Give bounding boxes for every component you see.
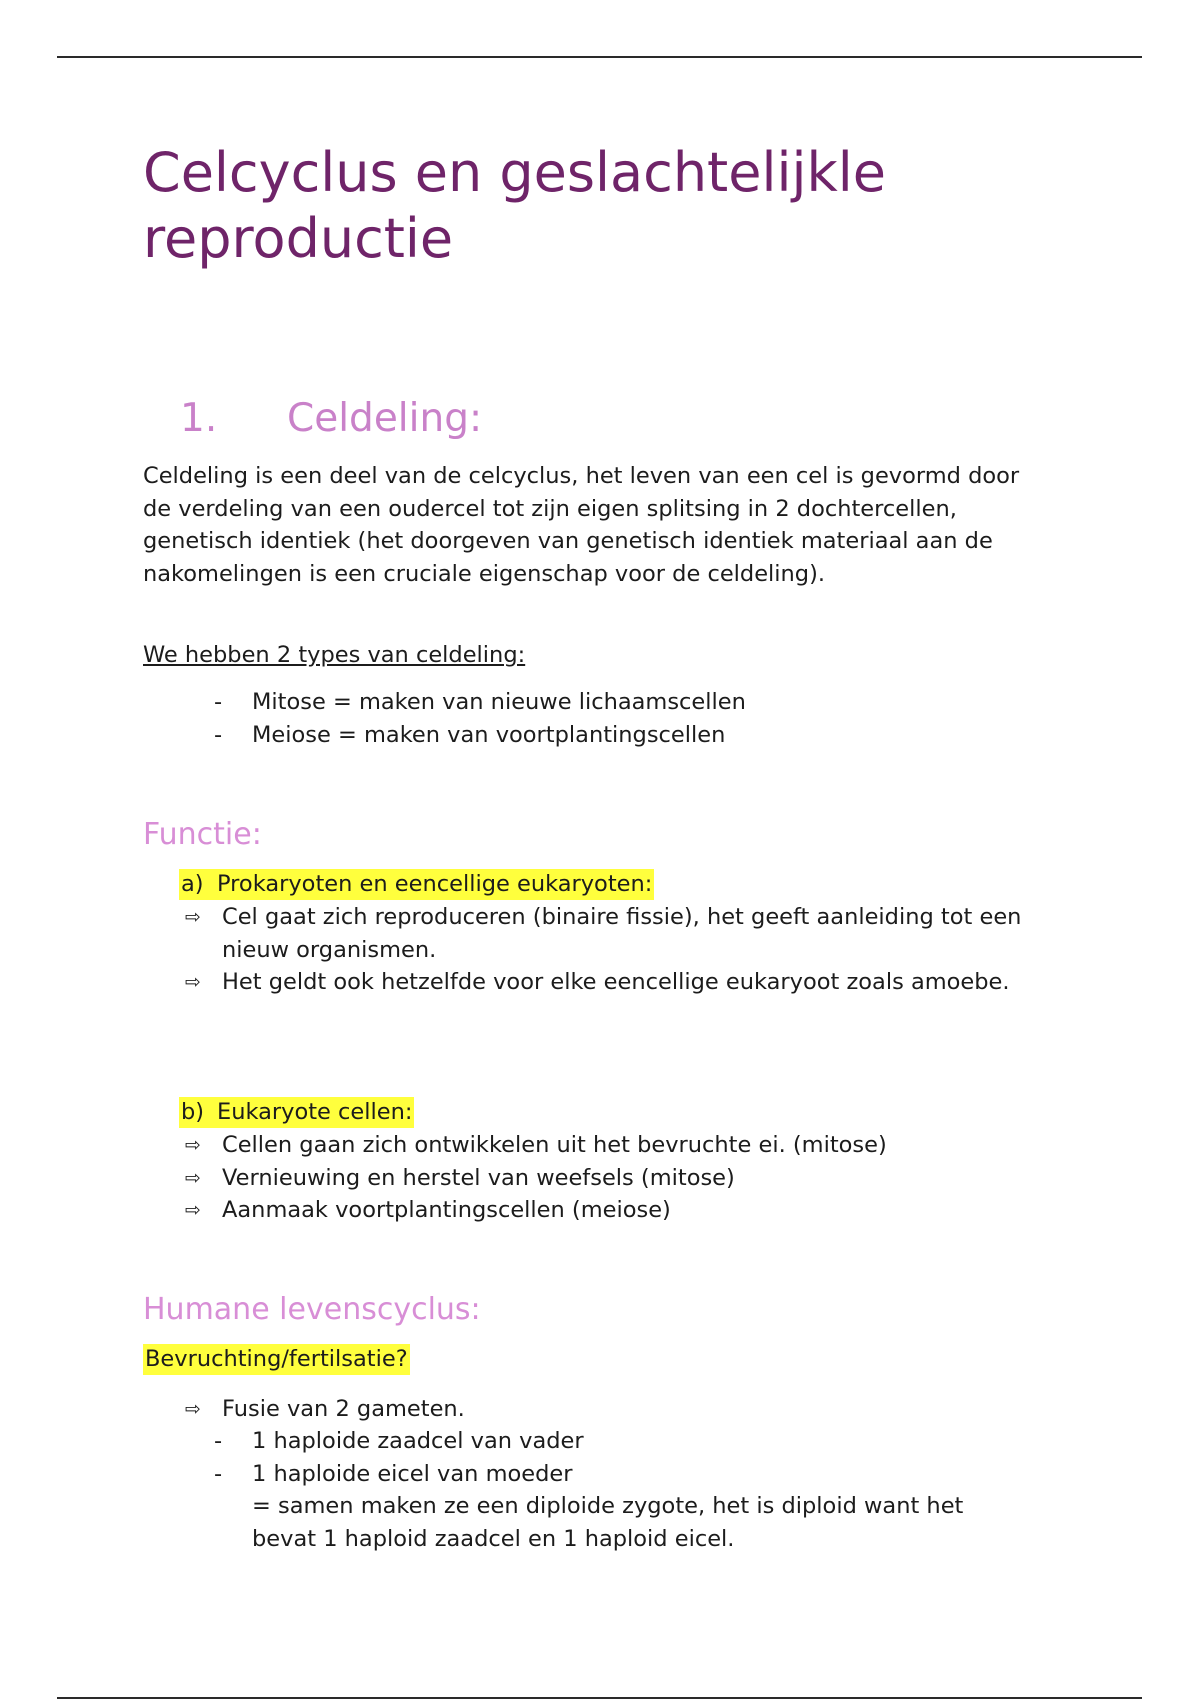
- list-item: ⇨ Aanmaak voortplantingscellen (meiose): [222, 1194, 1022, 1227]
- list-item: ⇨ Cellen gaan zich ontwikkelen uit het bevruchte ei. (mitose): [222, 1129, 1022, 1162]
- list-item: - 1 haploide eicel van moeder: [252, 1458, 1032, 1491]
- dash-bullet-icon: -: [214, 721, 223, 748]
- diploid-conclusion: = samen maken ze een diploide zygote, het is diploid want het bevat 1 haploid zaadcel en 1 haploid eicel.: [252, 1493, 964, 1552]
- section-heading-text: Celdeling:: [287, 396, 483, 441]
- item-letter: a): [181, 871, 204, 897]
- arrow-bullet-icon: ⇨: [185, 1134, 201, 1156]
- arrow-bullet-icon: ⇨: [185, 971, 201, 993]
- functie-heading: Functie:: [143, 817, 262, 852]
- arrow-bullet-icon: ⇨: [185, 1398, 201, 1420]
- bottom-rule: [57, 1697, 1142, 1699]
- top-rule: [57, 56, 1142, 58]
- functie-b-list: [185, 1129, 1022, 1227]
- item-letter: b): [181, 1099, 205, 1125]
- arrow-bullet-icon: ⇨: [185, 1166, 201, 1189]
- list-item: ⇨ Vernieuwing en herstel van weefsels (mitose): [222, 1162, 1022, 1195]
- functie-b-label: b) Eukaryote cellen:: [179, 1097, 414, 1128]
- types-list: [214, 686, 1032, 751]
- list-item: ⇨ Fusie van 2 gameten.: [222, 1393, 1022, 1426]
- dash-bullet-icon: -: [214, 689, 223, 715]
- arrow-bullet-icon: ⇨: [185, 1199, 201, 1221]
- functie-a-list: [185, 901, 1022, 999]
- dash-bullet-icon: -: [214, 1428, 223, 1454]
- gameten-list: [214, 1425, 1032, 1490]
- list-item: ⇨ Cel gaat zich reproduceren (binaire fissie), het geeft aanleiding tot een nieuw organismen.: [222, 901, 1022, 966]
- list-item: ⇨ Het geldt ook hetzelfde voor elke eencellige eukaryoot zoals amoebe.: [222, 966, 1022, 999]
- section-heading-celdeling: [180, 396, 482, 441]
- document-title: Celcyclus en geslachtelijkle reproductie: [143, 141, 886, 270]
- list-item: - Mitose = maken van nieuwe lichaamscellen: [252, 686, 1032, 719]
- dash-bullet-icon: -: [214, 1460, 223, 1487]
- list-item: - 1 haploide zaadcel van vader: [252, 1425, 1032, 1458]
- types-intro: We hebben 2 types van celdeling:: [143, 642, 526, 668]
- functie-a-label: a) Prokaryoten en eencellige eukaryoten:: [179, 869, 654, 900]
- fusie-list: [185, 1393, 1022, 1426]
- list-item: - Meiose = maken van voortplantingscellen: [252, 719, 1032, 752]
- arrow-bullet-icon: ⇨: [185, 906, 201, 928]
- levenscyclus-heading: Humane levenscyclus:: [143, 1292, 481, 1327]
- section-number: 1.: [180, 396, 218, 441]
- bevruchting-question: Bevruchting/fertilsatie?: [143, 1344, 410, 1375]
- celdeling-paragraph: Celdeling is een deel van de celcyclus, het leven van een cel is gevormd door de verdeling van een oudercel tot zijn eigen splitsing in 2 dochtercellen, genetisch identiek (het doorgeven van genetisch identiek materiaal aan de nakomelingen is een cruciale eigenschap voor de celdeling).: [143, 463, 1020, 587]
